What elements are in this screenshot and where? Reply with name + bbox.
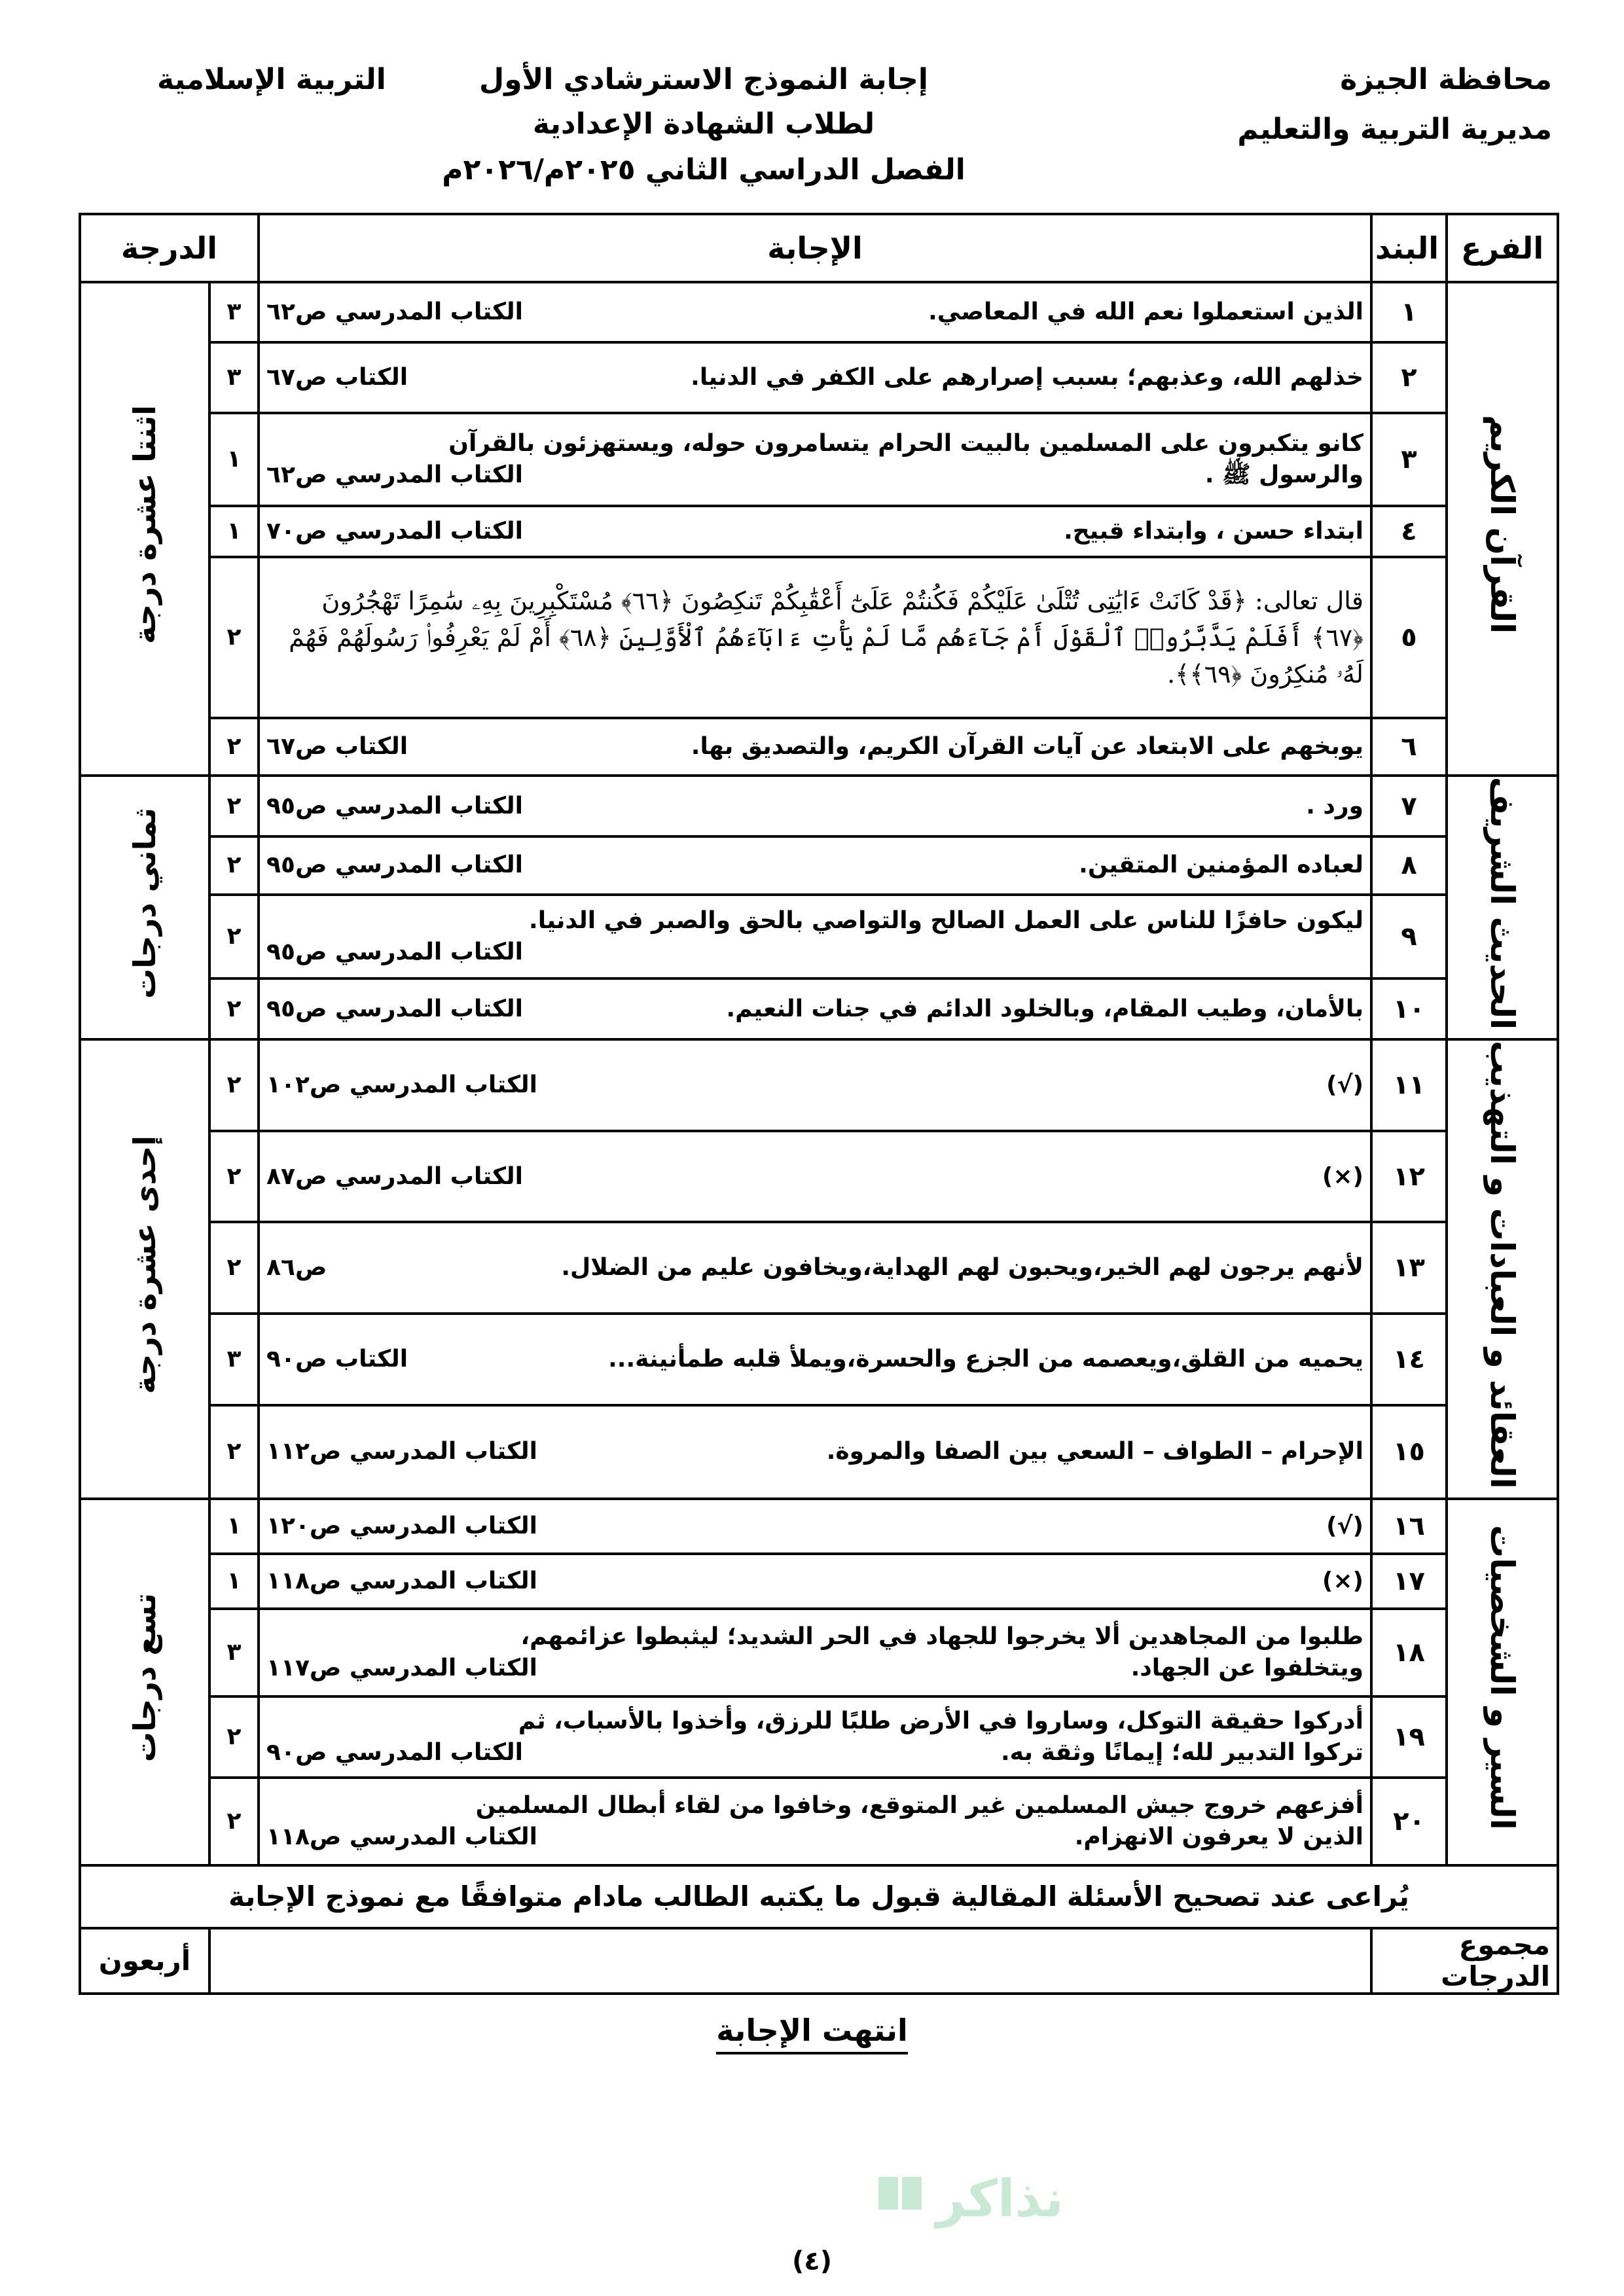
answer-text-continued: تركوا التدبير لله؛ إيمانًا وثقة به. [1000, 1738, 1363, 1766]
table-row [80, 1131, 1558, 1223]
header-audience: لطلاب الشهادة الإعدادية [532, 107, 875, 141]
total-empty [209, 1928, 1371, 1994]
item-number: ٩ [1371, 895, 1447, 978]
answer-cell [259, 1039, 1371, 1131]
item-number: ١٩ [1371, 1696, 1447, 1778]
answer-text: (√) [1326, 1512, 1363, 1539]
watermark-logo: نذاكر [936, 2170, 1064, 2229]
textbook-reference: الكتاب المدرسي ص١١٧ [266, 1654, 537, 1681]
textbook-reference: الكتاب المدرسي ص٧٠ [266, 518, 523, 545]
item-number: ١٣ [1371, 1222, 1447, 1314]
item-number: ١ [1371, 282, 1447, 342]
item-grade: ٣ [209, 282, 259, 342]
table-row [80, 776, 1558, 836]
header-title: إجابة النموذج الاسترشادي الأول [479, 63, 928, 96]
table-row [80, 557, 1558, 718]
answer-cell [259, 1696, 1371, 1778]
section-total-grade: تسع درجات [80, 1499, 209, 1865]
item-grade: ٢ [209, 978, 259, 1039]
item-grade: ١ [209, 1499, 259, 1554]
header-term: الفصل الدراسي الثاني ٢٠٢٥م/٢٠٢٦م [442, 153, 965, 187]
answer-text-continued: الذين لا يعرفون الانهزام. [1074, 1823, 1363, 1850]
answer-cell [259, 1405, 1371, 1499]
answer-cell [259, 1554, 1371, 1609]
textbook-reference: الكتاب المدرسي ص٨٧ [266, 1162, 523, 1190]
table-row [80, 1222, 1558, 1314]
item-number: ١٨ [1371, 1609, 1447, 1696]
answer-text: أدركوا حقيقة التوكل، وساروا في الأرض طلبًا للرزق، وأخذوا بالأسباب، ثم [518, 1707, 1363, 1734]
textbook-reference: الكتاب المدرسي ص٩٥ [266, 938, 523, 965]
answer-text: يحميه من القلق،ويعصمه من الجزع والحسرة،ويملأ قلبه طمأنينة... [608, 1345, 1363, 1372]
textbook-reference: الكتاب المدرسي ص١١٢ [266, 1438, 537, 1465]
quran-verse: قال تعالى: ﴿قَدْ كَانَتْ ءَايَٰتِى تُتْلَىٰ عَلَيْكُمْ فَكُنتُمْ عَلَىٰٓ أَعْقَٰبِكُمْ تَنكِصُونَ ﴿٦٦﴾ مُسْتَكْبِرِينَ بِهِۦ سَٰمِرًا تَهْجُرُونَ ﴿٦٧﴾ أَفَلَمْ يَدَّبَّرُوا۟ ٱلْقَوْلَ أَمْ جَآءَهُم مَّا لَمْ يَأْتِ ءَابَآءَهُمُ ٱلْأَوَّلِينَ ﴿٦٨﴾ أَمْ لَمْ يَعْرِفُوا۟ رَسُولَهُمْ فَهُمْ لَهُۥ مُنكِرُونَ ﴿٦٩﴾﴾. [289, 586, 1363, 689]
answer-cell [259, 1222, 1371, 1314]
textbook-reference: الكتاب المدرسي ص١٠٢ [266, 1071, 537, 1098]
item-grade: ٢ [209, 895, 259, 978]
answer-cell [259, 1609, 1371, 1696]
section-total-grade: ثماني درجات [80, 776, 209, 1039]
answer-text: (×) [1322, 1162, 1363, 1190]
textbook-reference: الكتاب ص٦٧ [266, 733, 408, 760]
answer-text-continued: والرسول ﷺ . [1204, 461, 1363, 488]
item-number: ٤ [1371, 506, 1447, 557]
item-number: ١٥ [1371, 1405, 1447, 1499]
item-grade: ٣ [209, 1609, 259, 1696]
item-number: ١٠ [1371, 978, 1447, 1039]
answer-text: أفزعهم خروج جيش المسلمين غير المتوقع، وخافوا من لقاء أبطال المسلمين [475, 1791, 1363, 1819]
table-row [80, 1554, 1558, 1609]
textbook-reference: الكتاب ص٩٠ [266, 1345, 408, 1372]
item-number: ٢٠ [1371, 1778, 1447, 1865]
item-grade: ٢ [209, 1696, 259, 1778]
textbook-reference: الكتاب المدرسي ص١١٨ [266, 1567, 537, 1594]
item-grade: ١ [209, 413, 259, 506]
answer-text: (√) [1326, 1071, 1363, 1098]
table-row [80, 282, 1558, 342]
item-grade: ٣ [209, 342, 259, 413]
item-grade: ٢ [209, 1131, 259, 1223]
item-number: ١٢ [1371, 1131, 1447, 1223]
table-row [80, 1696, 1558, 1778]
answer-table [79, 213, 1559, 1995]
answer-text: ورد . [1306, 792, 1363, 819]
total-value: أربعون [80, 1928, 209, 1994]
book-icon [877, 2174, 923, 2212]
item-grade: ٢ [209, 1778, 259, 1865]
answer-text-continued: ويتخلفوا عن الجهاد. [1130, 1654, 1363, 1681]
item-number: ١٦ [1371, 1499, 1447, 1554]
answer-text: طلبوا من المجاهدين ألا يخرجوا للجهاد في الحر الشديد؛ ليثبطوا عزائمهم، [520, 1623, 1363, 1650]
table-row [80, 1778, 1558, 1865]
header-answer: الإجابة [259, 214, 1371, 282]
answer-cell [259, 342, 1371, 413]
table-row [80, 1314, 1558, 1405]
answer-cell [259, 1778, 1371, 1865]
grading-note: يُراعى عند تصحيح الأسئلة المقالية قبول ما يكتبه الطالب مادام متوافقًا مع نموذج الإجابة [80, 1865, 1558, 1928]
answer-cell [259, 282, 1371, 342]
table-row [80, 1405, 1558, 1499]
answer-text: الذين استعملوا نعم الله في المعاصي. [928, 298, 1363, 325]
answer-cell [259, 1499, 1371, 1554]
table-row [80, 413, 1558, 506]
section-total-grade: اثنتا عشرة درجة [80, 282, 209, 776]
textbook-reference: الكتاب المدرسي ص٦٢ [266, 298, 523, 325]
answer-cell [259, 557, 1371, 718]
total-label: مجموع الدرجات [1371, 1928, 1558, 1994]
answer-cell [259, 978, 1371, 1039]
item-number: ١٧ [1371, 1554, 1447, 1609]
page-number: (٤) [792, 2246, 832, 2276]
header-branch: الفرع [1447, 214, 1558, 282]
item-grade: ٢ [209, 557, 259, 718]
header-subject: التربية الإسلامية [157, 63, 386, 96]
table-row [80, 836, 1558, 895]
table-row [80, 718, 1558, 776]
textbook-reference: الكتاب ص٦٧ [266, 364, 408, 391]
answer-cell [259, 506, 1371, 557]
item-number: ٥ [1371, 557, 1447, 718]
section-total-grade: إحدى عشرة درجة [80, 1039, 209, 1499]
answer-cell [259, 718, 1371, 776]
table-row [80, 342, 1558, 413]
total-row [80, 1928, 1558, 1994]
table-row [80, 1499, 1558, 1554]
item-grade: ٣ [209, 1314, 259, 1405]
header-grade: الدرجة [80, 214, 259, 282]
answer-text: يوبخهم على الابتعاد عن آيات القرآن الكريم، والتصديق بها. [691, 733, 1363, 760]
table-row [80, 978, 1558, 1039]
header-item: البند [1371, 214, 1447, 282]
answer-text: (×) [1322, 1567, 1363, 1594]
section-name: الحديث الشريف [1447, 776, 1558, 1039]
table-row [80, 506, 1558, 557]
section-name: العقائد و العبادات و التهذيب [1447, 1039, 1558, 1499]
item-grade: ٢ [209, 776, 259, 836]
item-grade: ٢ [209, 1222, 259, 1314]
item-number: ٦ [1371, 718, 1447, 776]
header-governorate: محافظة الجيزة [1340, 63, 1552, 96]
item-grade: ٢ [209, 1405, 259, 1499]
answer-cell [259, 413, 1371, 506]
table-row [80, 895, 1558, 978]
item-grade: ٢ [209, 836, 259, 895]
textbook-reference: الكتاب المدرسي ص٩٥ [266, 852, 523, 879]
item-grade: ٢ [209, 1039, 259, 1131]
answer-text: لعباده المؤمنين المتقين. [1079, 852, 1363, 879]
textbook-reference: الكتاب المدرسي ص٦٢ [266, 461, 523, 488]
textbook-reference: الكتاب المدرسي ص١١٨ [266, 1823, 537, 1850]
answer-text: خذلهم الله، وعذبهم؛ بسبب إصرارهم على الكفر في الدنيا. [691, 364, 1363, 391]
item-grade: ١ [209, 1554, 259, 1609]
item-number: ٨ [1371, 836, 1447, 895]
answer-cell [259, 836, 1371, 895]
table-row [80, 1039, 1558, 1131]
answer-cell [259, 1314, 1371, 1405]
textbook-reference: الكتاب المدرسي ص٩٠ [266, 1738, 523, 1766]
answer-text: ليكون حافزًا للناس على العمل الصالح والتواصي بالحق والصبر في الدنيا. [529, 906, 1363, 934]
answer-cell [259, 776, 1371, 836]
item-grade: ١ [209, 506, 259, 557]
textbook-reference: الكتاب المدرسي ص٩٥ [266, 792, 523, 819]
table-header-row [80, 214, 1558, 282]
item-number: ١٤ [1371, 1314, 1447, 1405]
textbook-reference: ص٨٦ [266, 1254, 327, 1282]
section-name: القرآن الكريم [1447, 282, 1558, 776]
end-of-answers: انتهت الإجابة [0, 2013, 1624, 2048]
item-grade: ٢ [209, 718, 259, 776]
answer-cell [259, 1131, 1371, 1223]
answer-text: كانو يتكبرون على المسلمين بالبيت الحرام يتسامرون حوله، ويستهزئون بالقرآن [448, 430, 1363, 457]
answer-text: بالأمان، وطيب المقام، وبالخلود الدائم في جنات النعيم. [726, 995, 1363, 1022]
table-row [80, 1609, 1558, 1696]
answer-text: الإحرام – الطواف – السعي بين الصفا والمروة. [826, 1438, 1363, 1465]
answer-text: لأنهم يرجون لهم الخير،ويحبون لهم الهداية،ويخافون عليم من الضلال. [561, 1254, 1363, 1282]
item-number: ١١ [1371, 1039, 1447, 1131]
answer-text: ابتداء حسن ، وابتداء قبيح. [1064, 518, 1363, 545]
item-number: ٢ [1371, 342, 1447, 413]
item-number: ٣ [1371, 413, 1447, 506]
grading-note-row [80, 1865, 1558, 1928]
header-directorate: مديرية التربية والتعليم [1237, 113, 1552, 146]
answer-cell [259, 895, 1371, 978]
section-name: السير و الشخصيات [1447, 1499, 1558, 1865]
textbook-reference: الكتاب المدرسي ص٩٥ [266, 995, 523, 1022]
item-number: ٧ [1371, 776, 1447, 836]
textbook-reference: الكتاب المدرسي ص١٢٠ [266, 1512, 537, 1539]
